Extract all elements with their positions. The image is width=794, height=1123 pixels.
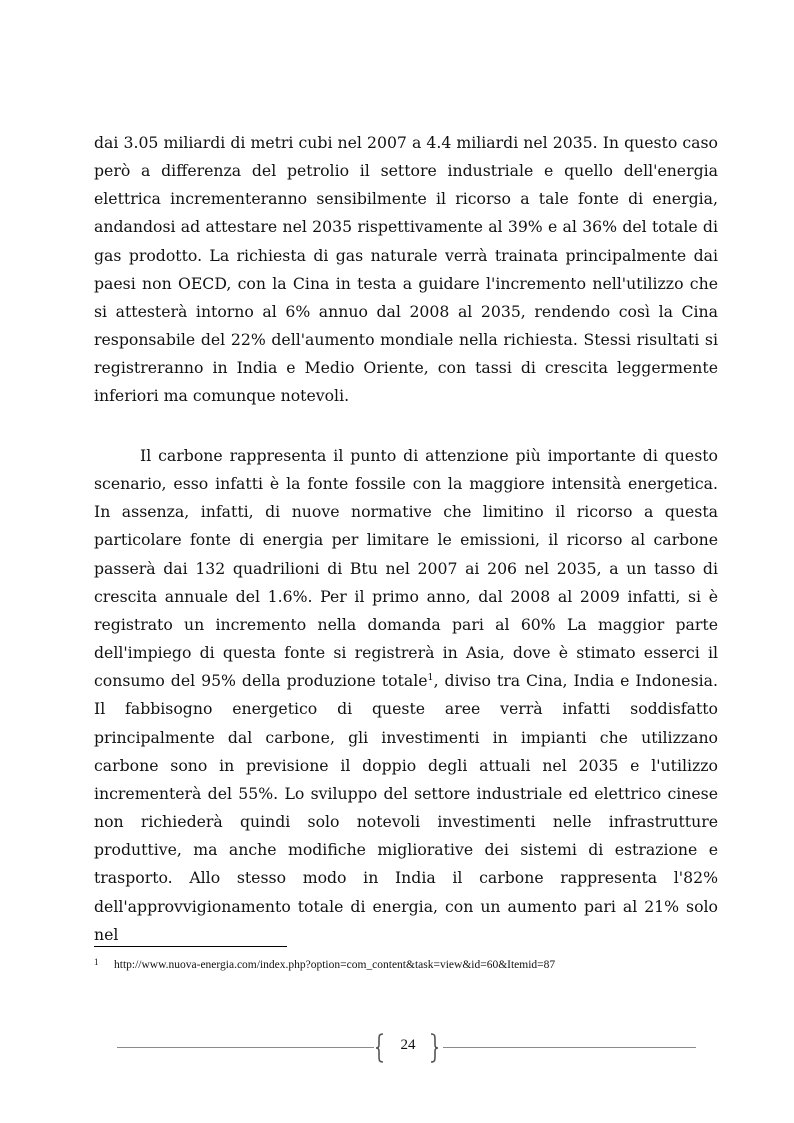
paragraph-coal	[94, 442, 718, 949]
paragraph-coal-text-2: , diviso tra Cina, India e Indonesia. Il fabbisogno energetico di queste aree verrà infatti soddisfatto principalmente dal carbone, gli investimenti in impianti che utilizzano carbone sono in previsione il doppio degli attuali nel 2035 e l'utilizzo incrementerà del 55%. Lo sviluppo del settore industriale ed elettrico cinese non richiederà quindi solo notevoli investimenti nelle infrastrutture produttive, ma anche modifiche migliorative dei sistemi di estrazione e trasporto. Allo stesso modo in India il carbone rappresenta l'82% dell'approvvigionamento totale di energia, con un aumento pari al 21% solo nel	[94, 671, 718, 944]
paragraph-natural-gas: dai 3.05 miliardi di metri cubi nel 2007 a 4.4 miliardi nel 2035. In questo caso però a differenza del petrolio il settore industriale e quello dell'energia elettrica incrementeranno sensibilmente il ricorso a tale fonte di energia, andandosi ad attestare nel 2035 rispettivamente al 39% e al 36% del totale di gas prodotto. La richiesta di gas naturale verrà trainata principalmente dai paesi non OECD, con la Cina in testa a guidare l'incremento nell'utilizzo che si attesterà intorno al 6% annuo dal 2008 al 2035, rendendo così la Cina responsabile del 22% dell'aumento mondiale nella richiesta. Stessi risultati si registreranno in India e Medio Oriente, con tassi di crescita leggermente inferiori ma comunque notevoli.	[94, 133, 718, 406]
right-brace-icon	[429, 1033, 439, 1063]
footer-rule-left	[117, 1047, 374, 1048]
footnote	[94, 957, 718, 971]
footnote-url[interactable]: http://www.nuova-energia.com/index.php?option=com_content&task=view&id=60&Itemid=87	[114, 959, 556, 971]
paragraph-coal-text-1: Il carbone rappresenta il punto di attenzione più importante di questo scenario, esso infatti è la fonte fossile con la maggiore intensità energetica. In assenza, infatti, di nuove normative che limitino il ricorso a questa particolare fonte di energia per limitare le emissioni, il ricorso al carbone passerà dai 132 quadrilioni di Btu nel 2007 ai 206 nel 2035, a un tasso di crescita annuale del 1.6%. Per il primo anno, dal 2008 al 2009 infatti, si è registrato un incremento nella domanda pari al 60% La maggior parte dell'impiego di questa fonte si registrerà in Asia, dove è stimato esserci il consumo del 95% della produzione totale	[94, 446, 718, 691]
left-brace-icon	[375, 1033, 385, 1063]
page-number: 24	[400, 1037, 416, 1053]
footnote-marker: 1	[94, 957, 99, 967]
footer-rule-right	[443, 1047, 696, 1048]
footnote-reference[interactable]: 1	[427, 672, 434, 684]
footnote-separator	[94, 946, 287, 947]
